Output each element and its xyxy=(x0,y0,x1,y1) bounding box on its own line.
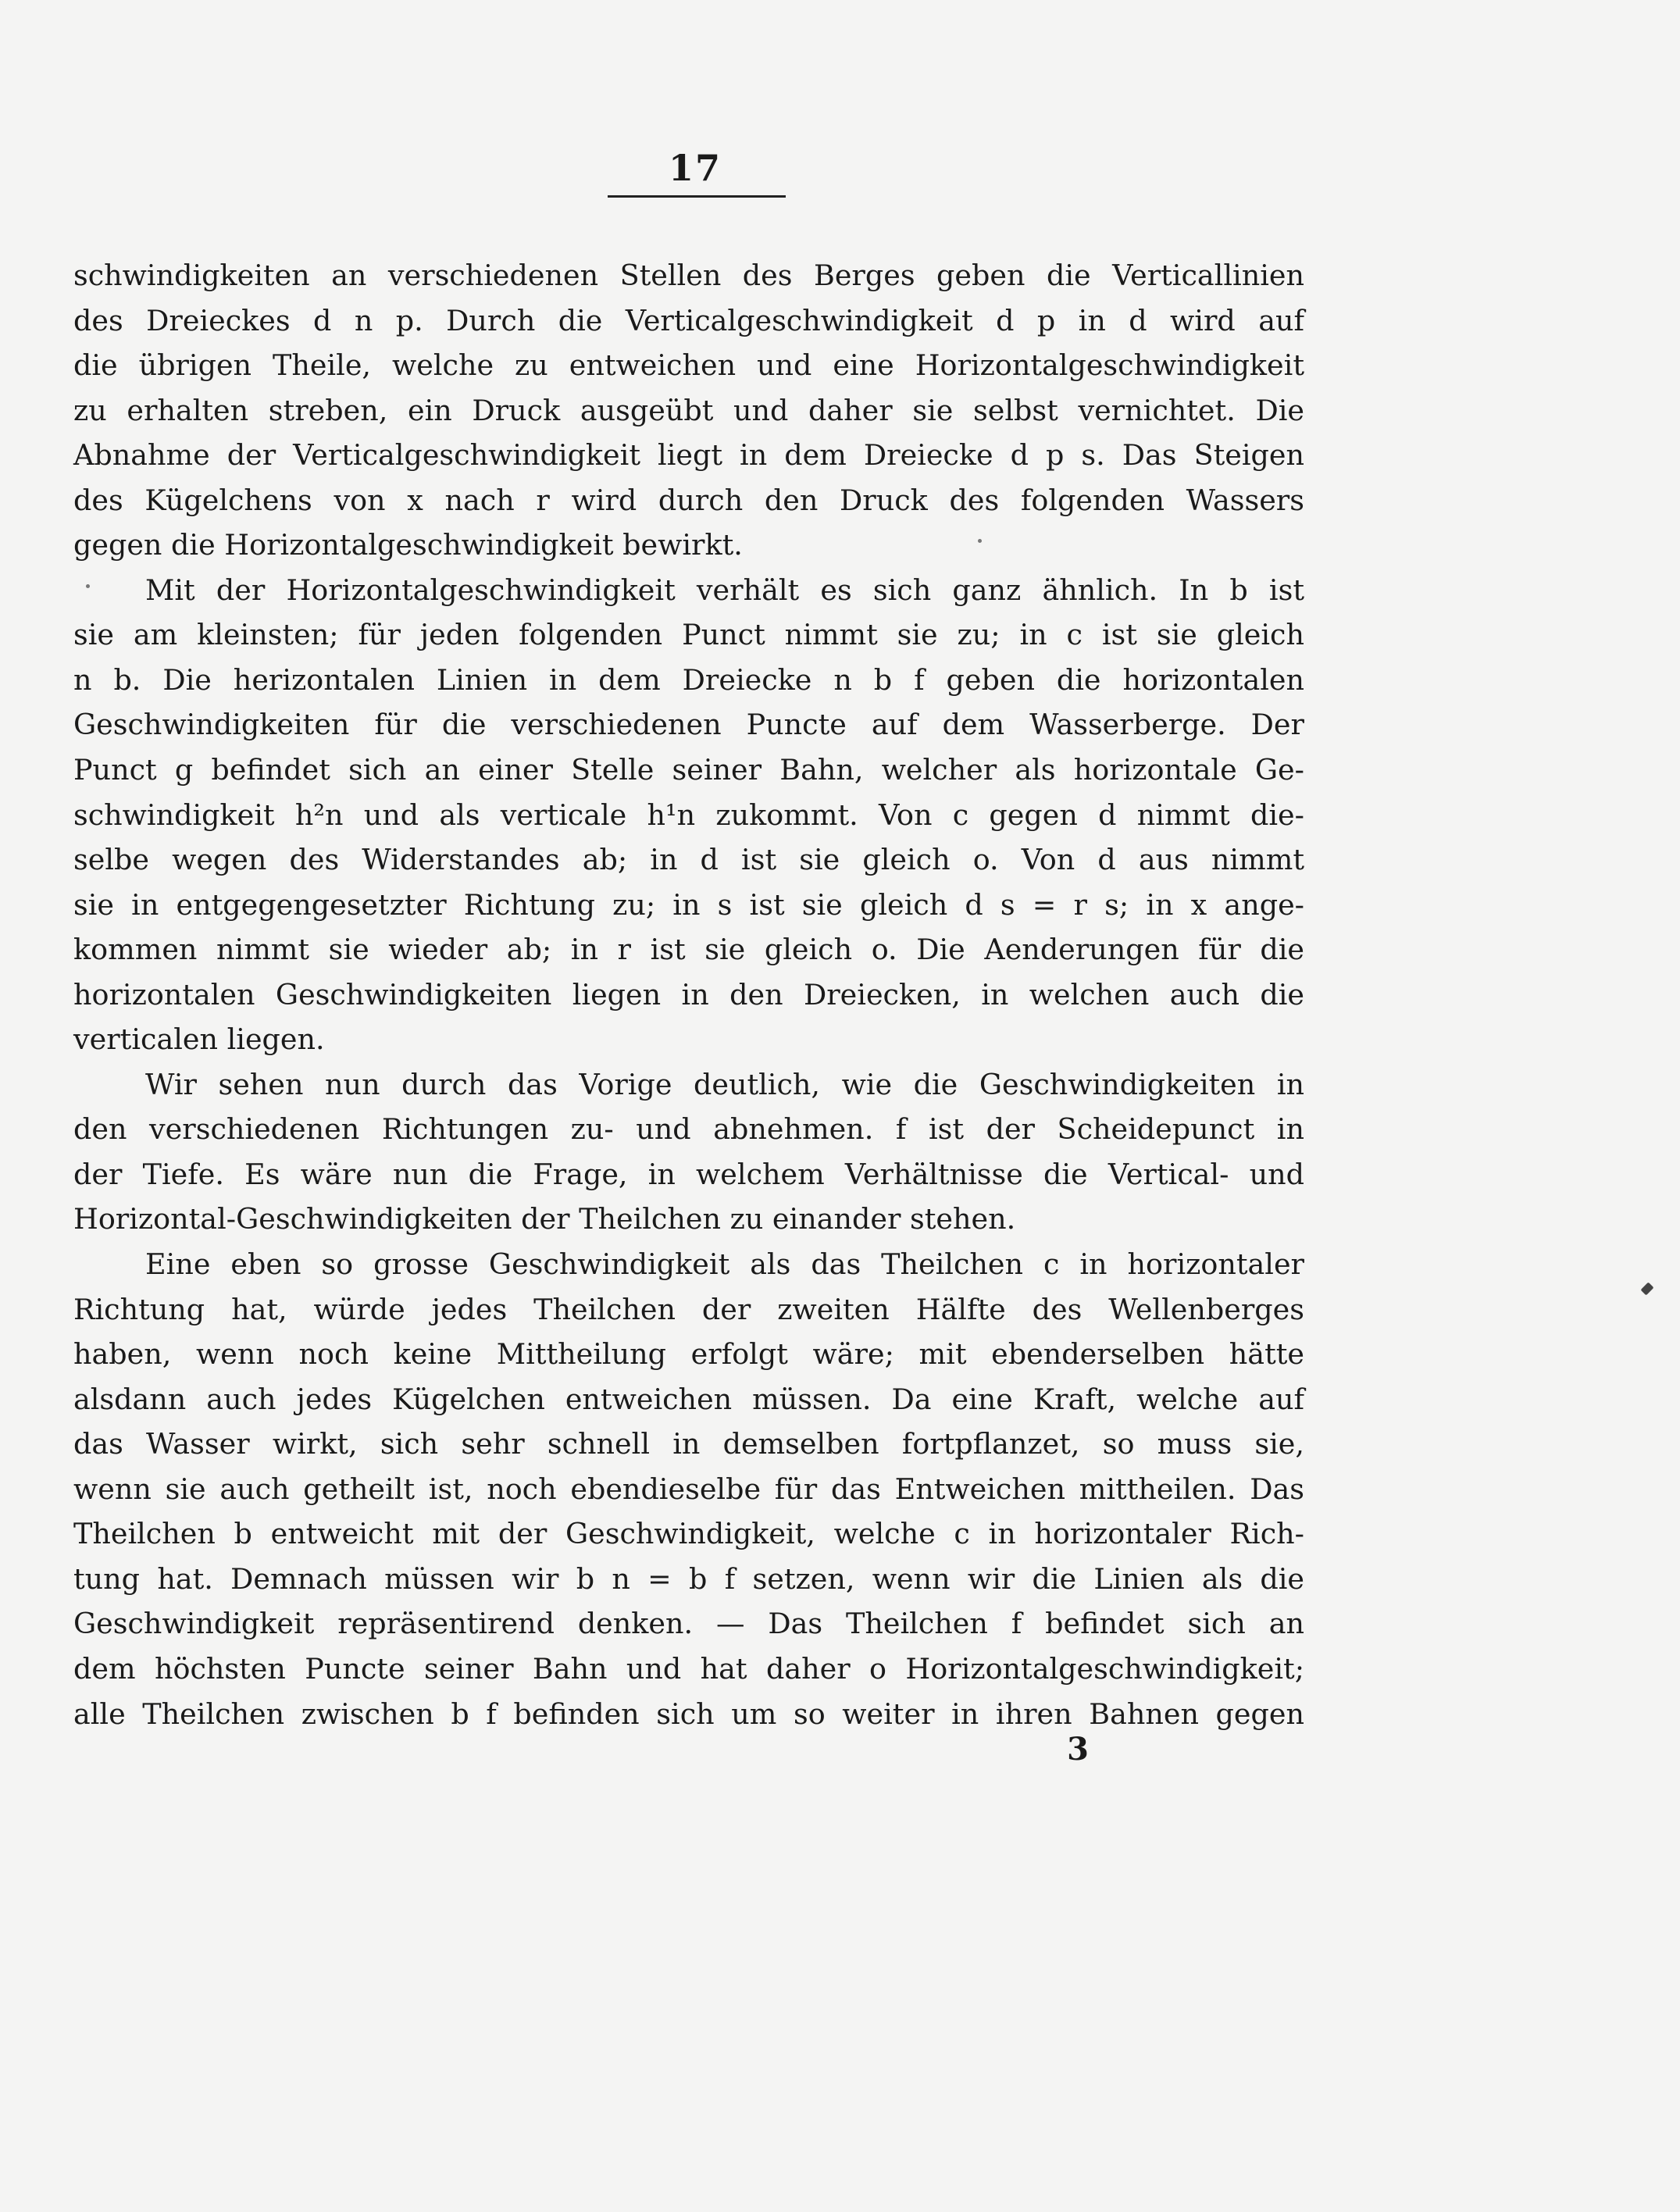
text-line: der Tiefe. Es wäre nun die Frage, in welchem Verhältnisse die Vertical- und xyxy=(73,1157,1304,1191)
text-line: n b. Die herizontalen Linien in dem Dreiecke n b f geben die horizontalen xyxy=(73,662,1304,697)
text-line: Geschwindigkeiten für die verschiedenen Puncte auf dem Wasserberge. Der xyxy=(73,708,1304,742)
signature-mark: 3 xyxy=(1067,1731,1089,1768)
text-line: schwindigkeit h²n und als verticale h¹n zukommt. Von c gegen d nimmt die- xyxy=(73,797,1304,832)
text-line: selbe wegen des Widerstandes ab; in d ist sie gleich o. Von d aus nimmt xyxy=(73,843,1304,877)
text-line: wenn sie auch getheilt ist, noch ebendieselbe für das Entweichen mittheilen. Das xyxy=(73,1472,1304,1506)
text-line: gegen die Horizontalgeschwindigkeit bewirkt. xyxy=(73,528,743,562)
text-line: Eine eben so grosse Geschwindigkeit als das Theilchen c in horizontaler xyxy=(145,1247,1304,1282)
text-line: haben, wenn noch keine Mittheilung erfolgt wäre; mit ebenderselben hätte xyxy=(73,1337,1304,1372)
text-line: kommen nimmt sie wieder ab; in r ist sie gleich o. Die Aenderungen für die xyxy=(73,933,1304,967)
text-line: Wir sehen nun durch das Vorige deutlich, wie die Geschwindigkeiten in xyxy=(145,1067,1304,1101)
ink-speck xyxy=(86,584,90,588)
text-line: Richtung hat, würde jedes Theilchen der zweiten Hälfte des Wellenberges xyxy=(73,1292,1304,1326)
text-line: des Dreieckes d n p. Durch die Verticalgeschwindigkeit d p in d wird auf xyxy=(73,303,1304,337)
text-line: schwindigkeiten an verschiedenen Stellen des Berges geben die Verticallinien xyxy=(73,259,1304,292)
body-text xyxy=(73,253,1304,1736)
text-line: Mit der Horizontalgeschwindigkeit verhält es sich ganz ähnlich. In b ist xyxy=(145,573,1304,607)
text-line: tung hat. Demnach müssen wir b n = b f setzen, wenn wir die Linien als die xyxy=(73,1561,1304,1596)
text-line: alle Theilchen zwischen b f befinden sich um so weiter in ihren Bahnen gegen xyxy=(73,1696,1304,1731)
text-line: sie am kleinsten; für jeden folgenden Punct nimmt sie zu; in c ist sie gleich xyxy=(73,618,1304,652)
text-line: Punct g befindet sich an einer Stelle seiner Bahn, welcher als horizontale Ge- xyxy=(73,753,1304,787)
text-line: verticalen liegen. xyxy=(73,1022,325,1057)
text-line: das Wasser wirkt, sich sehr schnell in demselben fortpflanzet, so muss sie, xyxy=(73,1427,1304,1461)
text-line: die übrigen Theile, welche zu entweichen und eine Horizontalgeschwindigkeit xyxy=(73,348,1304,383)
ink-speck xyxy=(978,539,982,543)
text-line: Geschwindigkeit repräsentirend denken. — Das Theilchen f befindet sich an xyxy=(73,1607,1304,1641)
text-line: Abnahme der Verticalgeschwindigkeit liegt in dem Dreiecke d p s. Das Steigen xyxy=(73,438,1304,473)
text-line: dem höchsten Puncte seiner Bahn und hat daher o Horizontalgeschwindigkeit; xyxy=(73,1651,1304,1686)
text-line: horizontalen Geschwindigkeiten liegen in den Dreiecken, in welchen auch die xyxy=(73,977,1304,1011)
text-line: Theilchen b entweicht mit der Geschwindigkeit, welche c in horizontaler Rich- xyxy=(73,1517,1304,1551)
text-line: den verschiedenen Richtungen zu- und abnehmen. f ist der Scheidepunct in xyxy=(73,1112,1304,1147)
text-line: des Kügelchens von x nach r wird durch den Druck des folgenden Wassers xyxy=(73,483,1304,517)
ink-speck xyxy=(1641,1283,1654,1296)
text-line: zu erhalten streben, ein Druck ausgeübt und daher sie selbst vernichtet. Die xyxy=(73,393,1304,427)
text-line: alsdann auch jedes Kügelchen entweichen müssen. Da eine Kraft, welche auf xyxy=(73,1382,1304,1416)
page-number: 17 xyxy=(668,147,722,189)
text-line: Horizontal-Geschwindigkeiten der Theilchen zu einander stehen. xyxy=(73,1202,1016,1236)
header-rule xyxy=(608,195,786,198)
text-line: sie in entgegengesetzter Richtung zu; in s ist sie gleich d s = r s; in x ange- xyxy=(73,887,1304,922)
